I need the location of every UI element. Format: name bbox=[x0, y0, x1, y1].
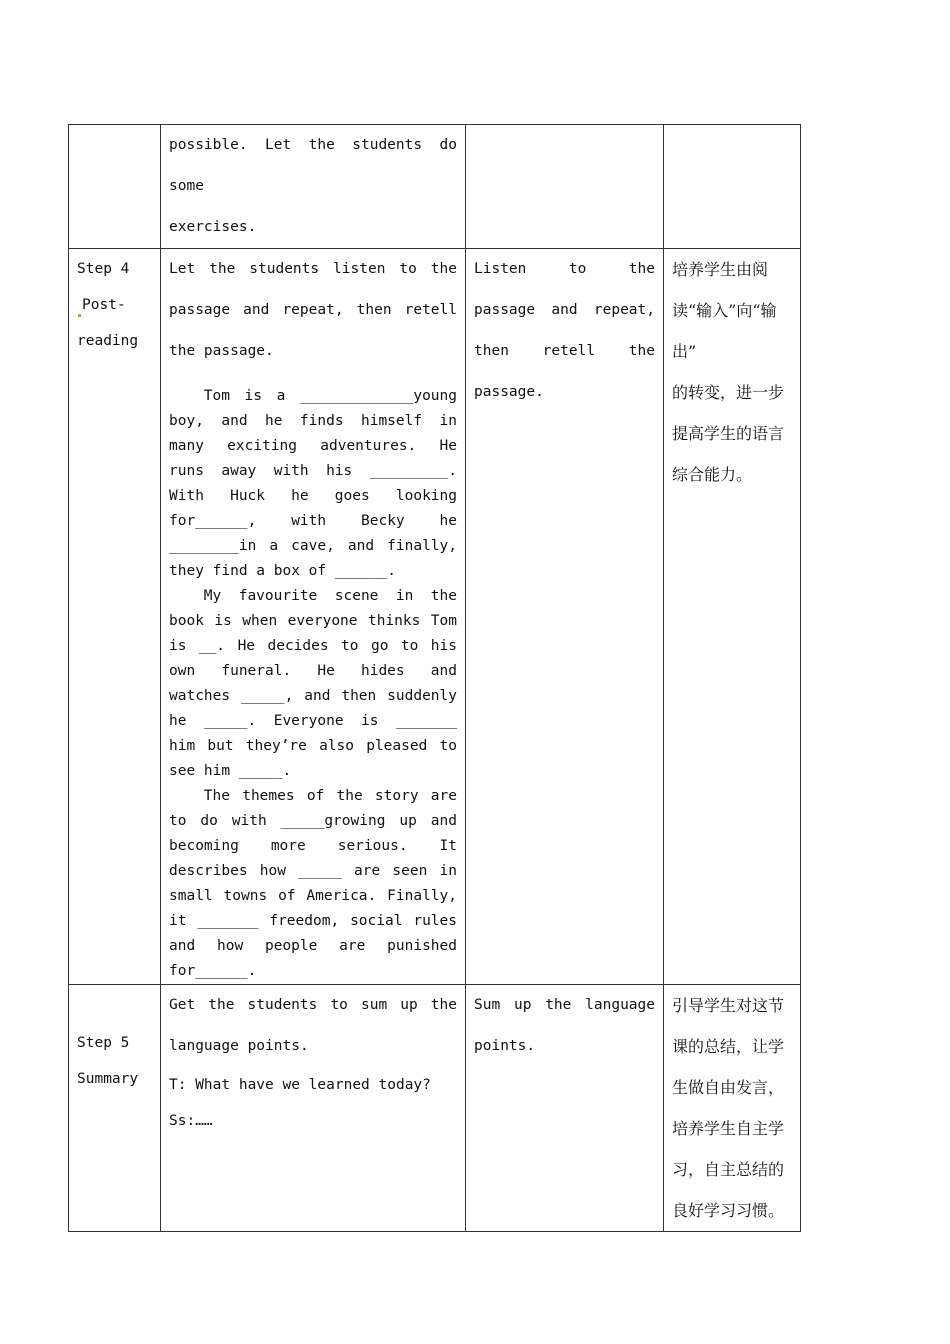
table-row bbox=[69, 249, 801, 985]
step-cell bbox=[69, 985, 161, 1232]
purpose-cell bbox=[664, 125, 801, 249]
step-cell bbox=[69, 249, 161, 985]
teacher-line: possible. Let the students do some bbox=[169, 137, 457, 194]
table-row bbox=[69, 985, 801, 1232]
student-activity: Sum up the language points. bbox=[474, 997, 655, 1054]
purpose-text-b: 的转变，进一步提高学生的语言综合能力。 bbox=[672, 383, 785, 484]
purpose-text: 培养学生由阅读“输入”向“输出” bbox=[672, 260, 777, 361]
teacher-intro: Let the students listen to the passage and repeat, then retell the passage. bbox=[169, 261, 457, 359]
student-activity-cell bbox=[466, 125, 664, 249]
step-cell bbox=[69, 125, 161, 249]
table-row bbox=[69, 125, 801, 249]
student-activity: Listen to the passage and repeat, then retell the passage. bbox=[474, 261, 655, 400]
teacher-line: Ss:…… bbox=[169, 1113, 213, 1129]
lesson-plan-table bbox=[68, 124, 801, 1232]
teacher-line: exercises. bbox=[169, 219, 257, 235]
purpose-cell bbox=[664, 249, 801, 985]
teacher-line: T: What have we learned today? bbox=[169, 1077, 431, 1093]
purpose-cell bbox=[664, 985, 801, 1232]
student-activity-cell bbox=[466, 249, 664, 985]
step-name: Post- bbox=[82, 297, 126, 313]
teacher-activity-cell bbox=[161, 125, 466, 249]
passage-paragraph: Tom is a _____________young boy, and he finds himself in many exciting adventures. He runs away with his _________. With Huck he goes looking for______, with Becky he ________in a cave, and finally, they find a box of ______. bbox=[169, 388, 457, 579]
step-label: Step 4 bbox=[77, 261, 130, 277]
step-label: Step 5 bbox=[77, 1035, 130, 1051]
passage-paragraph: The themes of the story are to do with _____growing up and becoming more serious. It describes how _____ are seen in small towns of America. Finally, it _______ freedom, social rules and how people are punished for______. bbox=[169, 788, 457, 979]
mark-dot bbox=[78, 314, 81, 317]
step-name-b: reading bbox=[77, 333, 139, 349]
teacher-activity-cell bbox=[161, 249, 466, 985]
teacher-line: Get the students to sum up the language points. bbox=[169, 997, 457, 1054]
teacher-activity-cell bbox=[161, 985, 466, 1232]
step-name: Summary bbox=[77, 1071, 139, 1087]
student-activity-cell bbox=[466, 985, 664, 1232]
purpose-text: 引导学生对这节课的总结，让学生做自由发言，培养学生自主学习，自主总结的良好学习习惯。 bbox=[672, 996, 785, 1220]
passage-paragraph: My favourite scene in the book is when everyone thinks Tom is __. He decides to go to his own funeral. He hides and watches _____, and then suddenly he _____. Everyone is _______ him but they’re also pleased to see him _____. bbox=[169, 588, 457, 779]
